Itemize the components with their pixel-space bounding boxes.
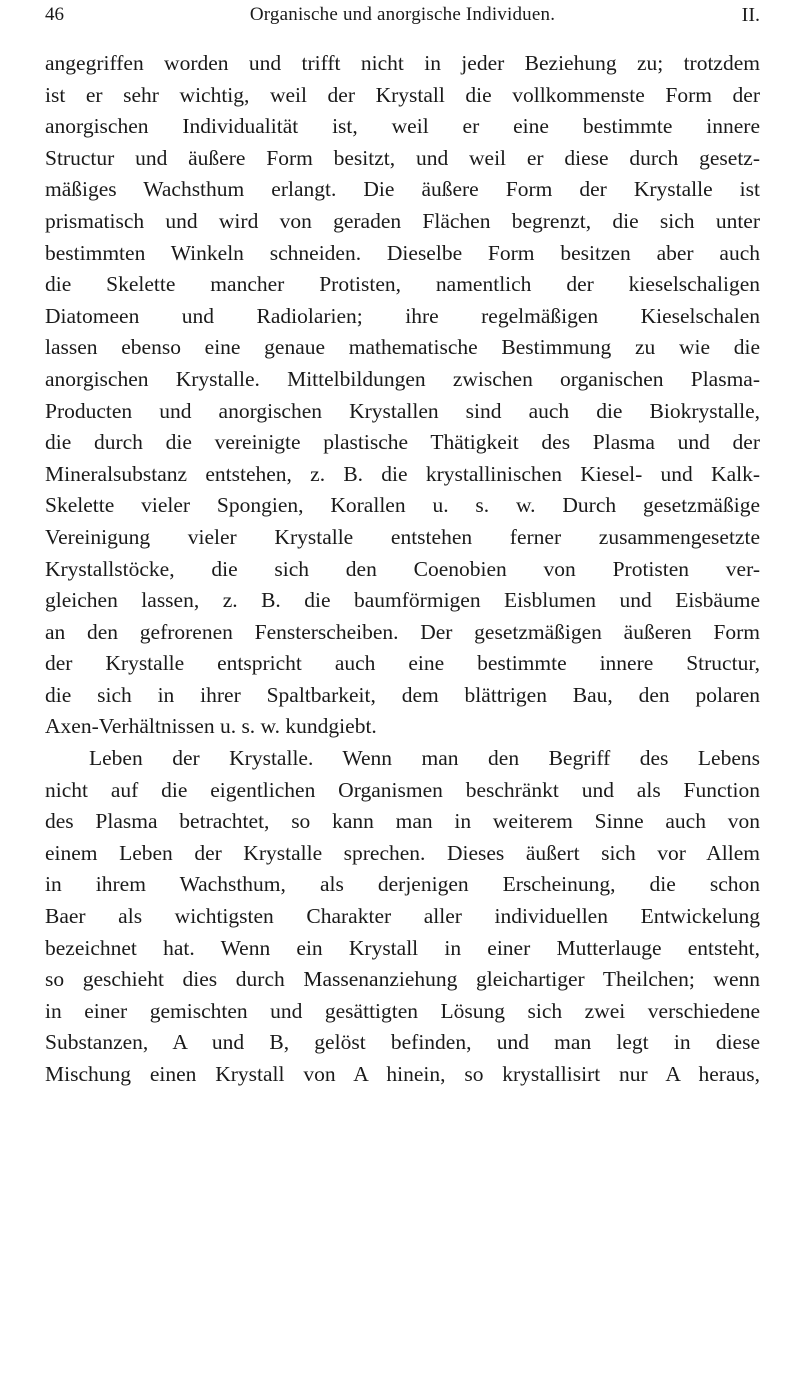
text-line: die sich in ihrer Spaltbarkeit, dem blättrigen Bau, den polaren [45, 682, 760, 707]
text-line: Substanzen, A und B, gelöst befinden, und man legt in diese [45, 1030, 760, 1055]
text-line: Structur und äußere Form besitzt, und weil er diese durch gesetz- [45, 145, 760, 170]
text-line: ist er sehr wichtig, weil der Krystall die vollkommenste Form der [45, 82, 760, 107]
text-line: anorgischen Krystalle. Mittelbildungen zwischen organischen Plasma- [45, 366, 760, 391]
text-line: Axen-Verhältnissen u. s. w. kundgiebt. [45, 714, 377, 739]
section-start-line: Leben der Krystalle. Wenn man den Begriff des Lebens [89, 746, 760, 771]
text-line: so geschieht dies durch Massenanziehung gleichartiger Theilchen; wenn [45, 967, 760, 992]
text-line: bestimmten Winkeln schneiden. Dieselbe Form besitzen aber auch [45, 240, 760, 265]
text-line: bezeichnet hat. Wenn ein Krystall in einer Mutterlauge entsteht, [45, 935, 760, 960]
text-line: einem Leben der Krystalle sprechen. Dieses äußert sich vor Allem [45, 840, 760, 865]
text-line: nicht auf die eigentlichen Organismen beschränkt und als Function [45, 777, 760, 802]
text-line: der Krystalle entspricht auch eine bestimmte innere Structur, [45, 651, 760, 676]
running-head [45, 0, 760, 30]
text-line: Mineralsubstanz entstehen, z. B. die krystallinischen Kiesel- und Kalk- [45, 461, 760, 486]
chapter-number: II. [741, 4, 760, 26]
text-line: gleichen lassen, z. B. die baumförmigen Eisblumen und Eisbäume [45, 588, 760, 613]
running-title: Organische und anorgische Individuen. [249, 4, 556, 25]
text-line: angegriffen worden und trifft nicht in jeder Beziehung zu; trotzdem [45, 51, 760, 75]
text-line: in ihrem Wachsthum, als derjenigen Erscheinung, die schon [45, 872, 760, 897]
text-line: prismatisch und wird von geraden Flächen begrenzt, die sich unter [45, 208, 760, 233]
text-line: Vereinigung vieler Krystalle entstehen ferner zusammengesetzte [45, 524, 760, 549]
text-line: Baer als wichtigsten Charakter aller individuellen Entwickelung [45, 904, 760, 929]
text-line: des Plasma betrachtet, so kann man in weiterem Sinne auch von [45, 809, 760, 834]
text-line: Skelette vieler Spongien, Korallen u. s. w. Durch gesetzmäßige [45, 493, 760, 518]
text-line: Producten und anorgischen Krystallen sind auch die Biokrystalle, [45, 398, 760, 423]
body-text [45, 48, 760, 1091]
text-line: in einer gemischten und gesättigten Lösung sich zwei verschiedene [45, 998, 760, 1023]
text-line: an den gefrorenen Fensterscheiben. Der gesetzmäßigen äußeren Form [45, 619, 760, 644]
text-line: die Skelette mancher Protisten, namentlich der kieselschaligen [45, 272, 760, 297]
text-line: mäßiges Wachsthum erlangt. Die äußere Form der Krystalle ist [45, 177, 760, 202]
text-line: Krystallstöcke, die sich den Coenobien von Protisten ver- [45, 556, 760, 581]
text-line: die durch die vereinigte plastische Thätigkeit des Plasma und der [45, 430, 760, 455]
page-number: 46 [45, 4, 64, 25]
text-line: Diatomeen und Radiolarien; ihre regelmäßigen Kieselschalen [45, 303, 760, 328]
text-line: anorgischen Individualität ist, weil er eine bestimmte innere [45, 114, 760, 139]
text-line: Mischung einen Krystall von A hinein, so krystallisirt nur A heraus, [45, 1062, 760, 1086]
text-line: lassen ebenso eine genaue mathematische Bestimmung zu wie die [45, 335, 760, 360]
